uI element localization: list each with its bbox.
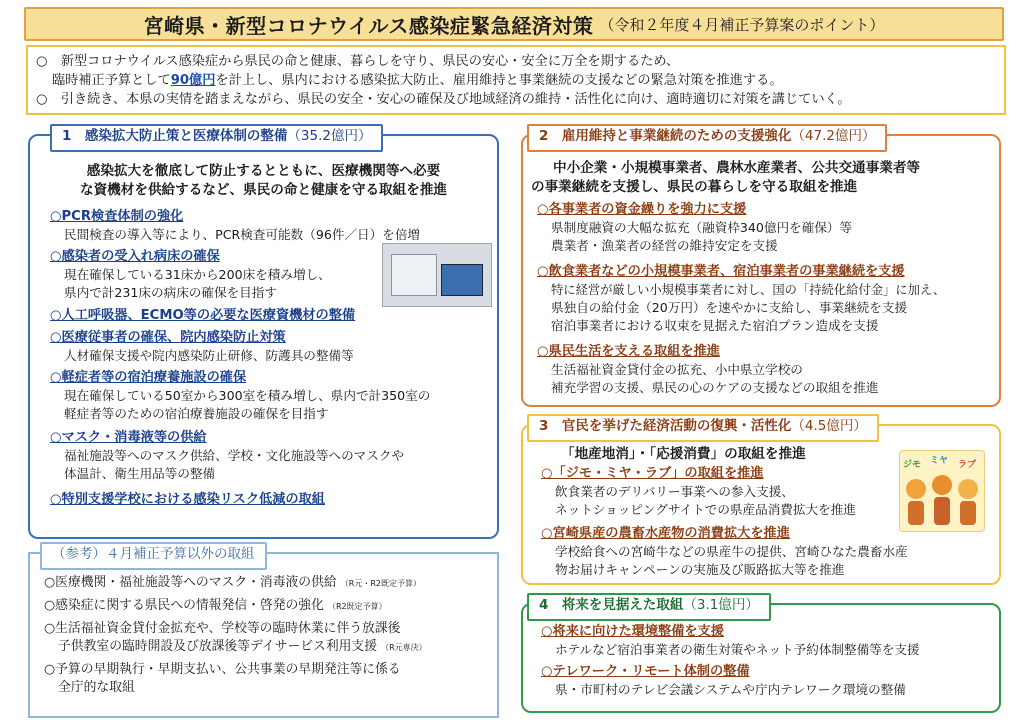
section-3-item: ○宮崎県産の農畜水産物の消費拡大を推進 学校給食への宮崎牛などの県産牛の提供、宮崎ひなた農畜水産 物お届けキャンペーンの実施及び販路拡大等を推進	[541, 526, 908, 577]
section-4-item: ○将来に向けた環境整備を支援 ホテルなど宿泊事業者の衛生対策やネット予約体制整備等を支援	[541, 624, 920, 657]
reference-box	[28, 546, 499, 718]
section-2-item: ○県民生活を支える取組を推進 生活福祉資金貸付金の拡充、小中県立学校の 補充学習の支援、県民の心のケアの支援などの取組を推進	[537, 344, 879, 395]
page-subtitle: （令和２年度４月補正予算案のポイント）	[599, 15, 885, 34]
reference-item: ○生活福祉資金貸付金拡充や、学校等の臨時休業に伴う放課後	[44, 621, 401, 636]
reference-list	[44, 574, 427, 697]
intro-line-2: 臨時補正予算として90億円を計上し、県内における感染拡大防止、雇用維持と事業継続の支援などの緊急対策を推進する。	[52, 73, 783, 88]
section-2-heading: 2 雇用維持と事業継続のための支援強化（47.2億円）	[527, 124, 887, 152]
section-4-item: ○テレワーク・リモート体制の整備 県・市町村のテレビ会議システムや庁内テレワーク環境の整備	[541, 664, 906, 697]
intro-line-1: ○ 新型コロナウイルス感染症から県民の命と健康、暮らしを守り、県民の安心・安全に万全を期するため、	[36, 54, 680, 69]
section-3-heading: 3 官民を挙げた経済活動の復興・活性化（4.5億円）	[527, 414, 879, 442]
section-3-lead: 「地産地消」・「応援消費」の取組を推進	[561, 446, 806, 462]
reference-item: ○医療機関・福祉施設等へのマスク・消毒液の供給 （R元・R2既定予算）	[44, 575, 421, 590]
section-1-item: ○医療従事者の確保、院内感染防止対策 人材確保支援や院内感染防止研修、防護具の整備等	[50, 330, 354, 363]
section-4	[521, 597, 1001, 713]
section-1-item: ○PCR検査体制の強化 民間検査の導入等により、PCR検査可能数（96件／日）を倍増	[50, 209, 421, 242]
reference-heading: （参考）４月補正予算以外の取組	[40, 542, 267, 570]
intro-summary	[26, 45, 1006, 115]
title-banner	[24, 7, 1004, 41]
section-2	[521, 128, 1001, 407]
reference-item: 全庁的な取組	[58, 680, 135, 695]
section-1-item: ○感染者の受入れ病床の確保 現在確保している31床から200床を積み増し、 県内で計231床の病床の確保を目指す	[50, 249, 331, 300]
section-3	[521, 418, 1001, 585]
section-4-heading: 4 将来を見据えた取組（3.1億円）	[527, 593, 771, 621]
jimo-miya-love-logo: ジモ ミヤ ラブ	[899, 450, 985, 532]
reference-item: ○感染症に関する県民への情報発信・啓発の強化 （R2既定予算）	[44, 598, 387, 613]
section-2-item: ○各事業者の資金繰りを強力に支援 県制度融資の大幅な拡充（融資枠340億円を確保）等 農業者・漁業者の経営の維持安定を支援	[537, 202, 853, 253]
section-3-item: ○「ジモ・ミヤ・ラブ」の取組を推進 飲食業者のデリバリー事業への参入支援、 ネットショッピングサイトでの県産品消費拡大を推進	[541, 466, 856, 517]
section-2-lead: 中小企業・小規模事業者、農林水産業者、公共交通事業者等 の事業継続を支援し、県民の暮らしを守る取組を推進	[531, 160, 921, 195]
page-title: 宮崎県・新型コロナウイルス感染症緊急経済対策	[143, 13, 594, 38]
section-1-heading: 1 感染拡大防止策と医療体制の整備（35.2億円）	[50, 124, 383, 152]
section-1-item: ○軽症者等の宿泊療養施設の確保 現在確保している50室から300室を積み増し、県内で計350室の 軽症者等のための宿泊療養施設の確保を目指す	[50, 370, 431, 421]
reference-item: 子供教室の臨時開設及び放課後等デイサービス利用支援 （R元専決）	[58, 639, 427, 654]
reference-item: ○予算の早期執行・早期支払い、公共事業の早期発注等に係る	[44, 662, 401, 677]
section-1-item: ○人工呼吸器、ECMO等の必要な医療資機材の整備	[50, 308, 356, 323]
section-2-item: ○飲食業者などの小規模事業者、宿泊事業者の事業継続を支援 特に経営が厳しい小規模事業者に対し、国の「持続化給付金」に加え、 県独自の給付金（20万円）を速やかに支給し、事業継続を支援 宿泊事業者における収束を見据えた宿泊プラン造成を支援	[537, 264, 946, 333]
intro-line-3: ○ 引き続き、本県の実情を踏まえながら、県民の安全・安心の確保及び地域経済の維持・活性化に向け、適時適切に対策を講じていく。	[36, 92, 851, 107]
section-1	[28, 128, 499, 539]
pcr-equipment-photo	[382, 243, 492, 307]
section-1-lead: 感染拡大を徹底して防止するとともに、医療機関等へ必要 な資機材を供給するなど、県民の命と健康を守る取組を推進	[79, 163, 448, 198]
section-1-item: ○マスク・消毒液等の供給 福祉施設等へのマスク供給、学校・文化施設等へのマスクや 体温計、衛生用品等の整備	[50, 430, 405, 481]
section-1-item: ○特別支援学校における感染リスク低減の取組	[50, 492, 325, 507]
budget-amount: 90億円	[170, 73, 216, 88]
